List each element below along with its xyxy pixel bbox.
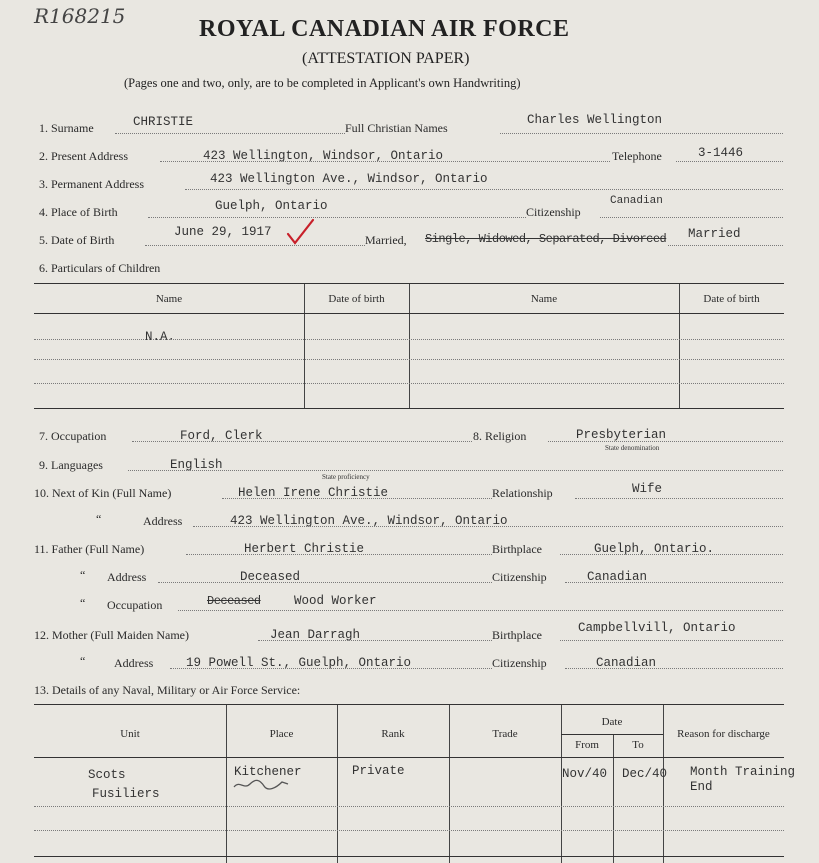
dotted-line bbox=[148, 217, 526, 218]
nok-address-label: Address bbox=[143, 514, 183, 528]
dotted-line bbox=[186, 554, 492, 555]
father-citizenship-value: Canadian bbox=[587, 570, 648, 584]
marital-options-struck: Single, Widowed, Separated, Divorced bbox=[425, 232, 667, 246]
languages-value: English bbox=[170, 458, 223, 472]
table-row-rule bbox=[34, 383, 784, 384]
table-row-rule bbox=[34, 359, 784, 360]
permanent-address-value: 423 Wellington Ave., Windsor, Ontario bbox=[210, 172, 488, 186]
service-place: Kitchener bbox=[234, 765, 302, 779]
service-header-to: To bbox=[632, 739, 644, 751]
mother-citizenship-value: Canadian bbox=[596, 656, 657, 670]
dotted-line bbox=[500, 133, 783, 134]
dotted-line bbox=[158, 582, 492, 583]
table-header-rule bbox=[34, 313, 784, 314]
date-of-birth-value: June 29, 1917 bbox=[174, 225, 272, 239]
dotted-line bbox=[565, 582, 783, 583]
mother-citizenship-label: Citizenship bbox=[492, 656, 547, 670]
dotted-line bbox=[600, 217, 783, 218]
married-label: Married, bbox=[365, 233, 407, 247]
place-of-birth-value: Guelph, Ontario bbox=[215, 199, 328, 213]
children-entry: N.A. bbox=[145, 330, 176, 344]
surname-value: CHRISTIE bbox=[133, 115, 194, 129]
ditto-mark: “ bbox=[80, 596, 86, 610]
father-birthplace-value: Guelph, Ontario. bbox=[594, 542, 715, 556]
service-header-place: Place bbox=[269, 728, 294, 740]
service-label: 13. Details of any Naval, Military or Air Force Service: bbox=[34, 683, 301, 697]
service-header-rank: Rank bbox=[381, 728, 405, 740]
christian-names-label: Full Christian Names bbox=[345, 121, 448, 135]
service-to: Dec/40 bbox=[622, 767, 668, 781]
dotted-line bbox=[575, 498, 783, 499]
dotted-line bbox=[560, 640, 783, 641]
next-of-kin-label: 10. Next of Kin (Full Name) bbox=[34, 486, 172, 500]
dotted-line bbox=[132, 441, 472, 442]
check-mark-icon bbox=[286, 218, 316, 246]
occupation-label: 7. Occupation bbox=[39, 429, 107, 443]
present-address-value: 423 Wellington, Windsor, Ontario bbox=[203, 149, 444, 163]
present-address-label: 2. Present Address bbox=[39, 149, 128, 163]
service-row-rule bbox=[34, 830, 784, 831]
service-header-reason: Reason for discharge bbox=[677, 728, 770, 740]
date-of-birth-label: 5. Date of Birth bbox=[39, 233, 115, 247]
dotted-line bbox=[145, 245, 365, 246]
service-table-border-bottom bbox=[34, 856, 784, 857]
page-title: ROYAL CANADIAN AIR FORCE bbox=[199, 16, 570, 42]
languages-note: State proficiency bbox=[322, 473, 370, 481]
mother-address-value: 19 Powell St., Guelph, Ontario bbox=[186, 656, 412, 670]
dotted-line bbox=[128, 470, 783, 471]
page-subtitle: (ATTESTATION PAPER) bbox=[302, 50, 470, 67]
nok-address-value: 423 Wellington Ave., Windsor, Ontario bbox=[230, 514, 508, 528]
dotted-line bbox=[548, 441, 783, 442]
instruction-note: (Pages one and two, only, are to be completed in Applicant's own Handwriting) bbox=[124, 76, 521, 90]
service-table-border-top bbox=[34, 704, 784, 705]
dotted-line bbox=[258, 640, 492, 641]
mother-name-value: Jean Darragh bbox=[270, 628, 361, 642]
ditto-mark: “ bbox=[96, 512, 102, 526]
mother-birthplace-value: Campbellvill, Ontario bbox=[578, 621, 736, 635]
dotted-line bbox=[560, 554, 783, 555]
service-unit-line2: Fusiliers bbox=[92, 787, 160, 801]
surname-label: 1. Surname bbox=[39, 121, 94, 135]
service-header-unit: Unit bbox=[120, 728, 140, 740]
service-rank: Private bbox=[352, 764, 405, 778]
service-row-rule bbox=[34, 806, 784, 807]
service-reason-line1: Month Training bbox=[690, 765, 796, 779]
date-header-rule bbox=[561, 734, 663, 735]
christian-names-value: Charles Wellington bbox=[527, 113, 663, 127]
father-label: 11. Father (Full Name) bbox=[34, 542, 145, 556]
ditto-mark: “ bbox=[80, 568, 86, 582]
relationship-value: Wife bbox=[632, 482, 663, 496]
father-citizenship-label: Citizenship bbox=[492, 570, 547, 584]
service-header-from: From bbox=[575, 739, 599, 751]
children-header-name-2: Name bbox=[530, 293, 558, 305]
languages-label: 9. Languages bbox=[39, 458, 103, 472]
telephone-value: 3-1446 bbox=[698, 146, 744, 160]
father-birthplace-label: Birthplace bbox=[492, 542, 542, 556]
next-of-kin-value: Helen Irene Christie bbox=[238, 486, 389, 500]
relationship-label: Relationship bbox=[492, 486, 553, 500]
dotted-line bbox=[115, 133, 345, 134]
service-header-date: Date bbox=[601, 716, 623, 728]
religion-label: 8. Religion bbox=[473, 429, 527, 443]
citizenship-label: Citizenship bbox=[526, 205, 581, 219]
dotted-line bbox=[160, 161, 610, 162]
file-number: R168215 bbox=[34, 4, 126, 28]
dotted-line bbox=[178, 610, 783, 611]
mother-address-label: Address bbox=[114, 656, 154, 670]
service-header-trade: Trade bbox=[492, 728, 518, 740]
mother-birthplace-label: Birthplace bbox=[492, 628, 542, 642]
ditto-mark: “ bbox=[80, 654, 86, 668]
table-row-rule bbox=[34, 339, 784, 340]
service-table-divider bbox=[561, 705, 562, 863]
service-header-rule bbox=[34, 757, 784, 758]
children-label: 6. Particulars of Children bbox=[39, 261, 161, 275]
citizenship-value: Canadian bbox=[610, 195, 663, 207]
father-occupation-value: Wood Worker bbox=[294, 594, 377, 608]
table-border-bottom bbox=[34, 408, 784, 409]
dotted-line bbox=[222, 498, 492, 499]
father-address-label: Address bbox=[107, 570, 147, 584]
service-unit-line1: Scots bbox=[88, 768, 126, 782]
telephone-label: Telephone bbox=[612, 149, 662, 163]
mother-label: 12. Mother (Full Maiden Name) bbox=[34, 628, 189, 642]
signature-scribble-icon bbox=[232, 778, 292, 792]
marital-status-value: Married bbox=[688, 227, 741, 241]
children-header-dob: Date of birth bbox=[328, 293, 385, 305]
religion-note: State denomination bbox=[605, 444, 660, 452]
dotted-line bbox=[565, 668, 783, 669]
father-name-value: Herbert Christie bbox=[244, 542, 365, 556]
children-header-dob-2: Date of birth bbox=[703, 293, 760, 305]
service-from: Nov/40 bbox=[562, 767, 608, 781]
dotted-line bbox=[185, 189, 783, 190]
service-table-divider bbox=[613, 735, 614, 863]
father-address-value: Deceased bbox=[240, 570, 301, 584]
dotted-line bbox=[668, 245, 783, 246]
service-reason-line2: End bbox=[690, 780, 713, 794]
dotted-line bbox=[193, 526, 783, 527]
dotted-line bbox=[676, 161, 783, 162]
father-occupation-struck: Deceased bbox=[207, 594, 261, 608]
father-occupation-label: Occupation bbox=[107, 598, 163, 612]
dotted-line bbox=[170, 668, 492, 669]
children-header-name: Name bbox=[155, 293, 183, 305]
permanent-address-label: 3. Permanent Address bbox=[39, 177, 144, 191]
religion-value: Presbyterian bbox=[576, 428, 667, 442]
occupation-value: Ford, Clerk bbox=[180, 429, 263, 443]
place-of-birth-label: 4. Place of Birth bbox=[39, 205, 118, 219]
